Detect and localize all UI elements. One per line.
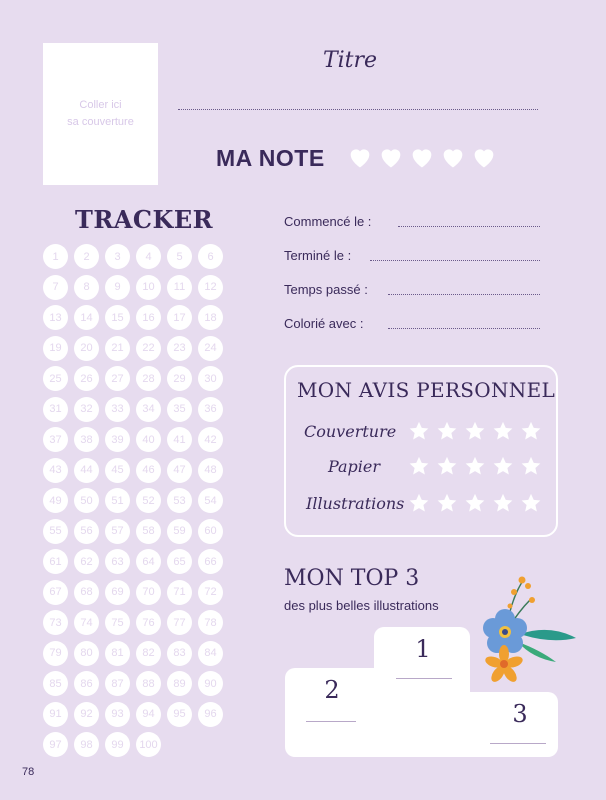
tracker-cell[interactable]: 5 [167, 244, 192, 269]
tracker-cell[interactable]: 27 [105, 366, 130, 391]
tracker-cell[interactable]: 26 [74, 366, 99, 391]
tracker-cell[interactable]: 73 [43, 610, 68, 635]
tracker-cell[interactable]: 2 [74, 244, 99, 269]
tracker-title: TRACKER [75, 205, 214, 234]
tracker-cell[interactable]: 40 [136, 427, 161, 452]
review-stars-paper[interactable] [408, 455, 542, 477]
tracker-cell[interactable]: 25 [43, 366, 68, 391]
podium-third[interactable] [440, 692, 558, 757]
tracker-cell[interactable]: 74 [74, 610, 99, 635]
tracker-cell[interactable]: 28 [136, 366, 161, 391]
tracker-cell[interactable]: 47 [167, 458, 192, 483]
star-icon[interactable] [464, 455, 486, 477]
tracker-cell[interactable]: 43 [43, 458, 68, 483]
heart-icon[interactable] [470, 143, 498, 171]
tracker-cell[interactable]: 32 [74, 397, 99, 422]
star-icon[interactable] [436, 420, 458, 442]
colored-field[interactable] [388, 328, 540, 329]
tracker-cell[interactable]: 59 [167, 519, 192, 544]
heart-icon[interactable] [408, 143, 436, 171]
star-icon[interactable] [492, 455, 514, 477]
tracker-cell[interactable]: 3 [105, 244, 130, 269]
tracker-cell[interactable]: 9 [105, 275, 130, 300]
tracker-cell[interactable]: 87 [105, 671, 130, 696]
tracker-cell[interactable]: 36 [198, 397, 223, 422]
rating-hearts[interactable] [346, 143, 498, 171]
started-label: Commencé le : [284, 214, 372, 229]
tracker-cell[interactable]: 66 [198, 549, 223, 574]
tracker-cell[interactable]: 10 [136, 275, 161, 300]
tracker-cell[interactable]: 93 [105, 702, 130, 727]
tracker-cell[interactable]: 35 [167, 397, 192, 422]
tracker-cell[interactable]: 17 [167, 305, 192, 330]
tracker-cell[interactable]: 48 [198, 458, 223, 483]
top3-title: MON TOP 3 [284, 566, 420, 591]
page-title: Titre [322, 48, 378, 73]
finished-field[interactable] [370, 260, 540, 261]
tracker-cell[interactable]: 37 [43, 427, 68, 452]
tracker-cell[interactable]: 95 [167, 702, 192, 727]
tracker-cell[interactable]: 22 [136, 336, 161, 361]
star-icon[interactable] [464, 492, 486, 514]
tracker-cell[interactable]: 19 [43, 336, 68, 361]
tracker-cell[interactable]: 70 [136, 580, 161, 605]
tracker-cell[interactable]: 76 [136, 610, 161, 635]
tracker-cell[interactable]: 82 [136, 641, 161, 666]
heart-icon[interactable] [439, 143, 467, 171]
star-icon[interactable] [464, 420, 486, 442]
rating-label: MA NOTE [216, 145, 325, 171]
tracker-cell[interactable]: 4 [136, 244, 161, 269]
tracker-cell[interactable]: 52 [136, 488, 161, 513]
tracker-cell[interactable]: 20 [74, 336, 99, 361]
heart-icon[interactable] [346, 143, 374, 171]
tracker-cell[interactable]: 61 [43, 549, 68, 574]
tracker-cell[interactable]: 30 [198, 366, 223, 391]
star-icon[interactable] [408, 420, 430, 442]
tracker-cell[interactable]: 13 [43, 305, 68, 330]
tracker-cell[interactable]: 55 [43, 519, 68, 544]
tracker-cell[interactable]: 97 [43, 732, 68, 757]
star-icon[interactable] [492, 420, 514, 442]
star-icon[interactable] [520, 492, 542, 514]
tracker-cell[interactable]: 15 [105, 305, 130, 330]
started-field[interactable] [398, 226, 540, 227]
review-label-illustrations: Illustrations [306, 494, 405, 513]
tracker-cell[interactable]: 84 [198, 641, 223, 666]
tracker-cell[interactable]: 77 [167, 610, 192, 635]
tracker-cell[interactable]: 16 [136, 305, 161, 330]
star-icon[interactable] [436, 492, 458, 514]
tracker-cell[interactable]: 58 [136, 519, 161, 544]
tracker-cell[interactable]: 50 [74, 488, 99, 513]
tracker-cell[interactable]: 64 [136, 549, 161, 574]
tracker-cell[interactable]: 49 [43, 488, 68, 513]
tracker-cell[interactable]: 14 [74, 305, 99, 330]
tracker-cell[interactable]: 21 [105, 336, 130, 361]
tracker-cell[interactable]: 71 [167, 580, 192, 605]
podium-third-number: 3 [512, 700, 528, 728]
tracker-cell[interactable]: 1 [43, 244, 68, 269]
heart-icon[interactable] [377, 143, 405, 171]
review-label-cover: Couverture [304, 422, 397, 441]
cover-text-line2: sa couverture [67, 116, 134, 128]
tracker-cell[interactable]: 79 [43, 641, 68, 666]
tracker-cell[interactable]: 68 [74, 580, 99, 605]
tracker-cell[interactable]: 69 [105, 580, 130, 605]
review-title: MON AVIS PERSONNEL [297, 378, 556, 402]
title-line[interactable] [178, 109, 538, 110]
tracker-cell[interactable]: 11 [167, 275, 192, 300]
colored-label: Colorié avec : [284, 316, 364, 331]
tracker-cell[interactable]: 42 [198, 427, 223, 452]
tracker-cell[interactable]: 88 [136, 671, 161, 696]
review-stars-illustrations[interactable] [408, 492, 542, 514]
tracker-cell[interactable]: 54 [198, 488, 223, 513]
star-icon[interactable] [408, 455, 430, 477]
time-field[interactable] [388, 294, 540, 295]
tracker-cell[interactable]: 72 [198, 580, 223, 605]
star-icon[interactable] [520, 455, 542, 477]
tracker-cell[interactable]: 44 [74, 458, 99, 483]
star-icon[interactable] [436, 455, 458, 477]
review-label-paper: Papier [327, 457, 380, 476]
time-label: Temps passé : [284, 282, 368, 297]
tracker-cell[interactable]: 7 [43, 275, 68, 300]
tracker-cell[interactable]: 38 [74, 427, 99, 452]
tracker-cell[interactable]: 57 [105, 519, 130, 544]
cover-text-line1: Coller ici [79, 99, 122, 111]
tracker-cell[interactable]: 94 [136, 702, 161, 727]
podium-second-number: 2 [324, 676, 340, 704]
tracker-cell[interactable]: 75 [105, 610, 130, 635]
tracker-cell[interactable]: 81 [105, 641, 130, 666]
star-icon[interactable] [408, 492, 430, 514]
star-icon[interactable] [520, 420, 542, 442]
podium-third-line[interactable] [490, 743, 546, 744]
tracker-cell[interactable]: 91 [43, 702, 68, 727]
tracker-cell[interactable]: 29 [167, 366, 192, 391]
review-stars-cover[interactable] [408, 420, 542, 442]
tracker-cell[interactable]: 78 [198, 610, 223, 635]
tracker-cell[interactable]: 98 [74, 732, 99, 757]
tracker-cell[interactable]: 23 [167, 336, 192, 361]
tracker-cell[interactable]: 60 [198, 519, 223, 544]
tracker-cell[interactable]: 39 [105, 427, 130, 452]
tracker-cell[interactable]: 18 [198, 305, 223, 330]
tracker-cell[interactable]: 100 [136, 732, 161, 757]
tracker-cell[interactable]: 31 [43, 397, 68, 422]
top3-subtitle: des plus belles illustrations [284, 598, 439, 613]
tracker-cell[interactable]: 41 [167, 427, 192, 452]
tracker-cell[interactable]: 53 [167, 488, 192, 513]
tracker-cell[interactable]: 63 [105, 549, 130, 574]
tracker-cell[interactable]: 46 [136, 458, 161, 483]
tracker-cell[interactable]: 99 [105, 732, 130, 757]
star-icon[interactable] [492, 492, 514, 514]
podium-first-line[interactable] [396, 678, 452, 679]
tracker-cell[interactable]: 6 [198, 244, 223, 269]
tracker-cell[interactable]: 51 [105, 488, 130, 513]
tracker-cell[interactable]: 62 [74, 549, 99, 574]
tracker-cell[interactable]: 80 [74, 641, 99, 666]
flower-decoration-icon [470, 572, 582, 687]
tracker-cell[interactable]: 83 [167, 641, 192, 666]
podium-second-line[interactable] [306, 721, 356, 722]
tracker-cell[interactable]: 92 [74, 702, 99, 727]
tracker-cell[interactable]: 90 [198, 671, 223, 696]
tracker-cell[interactable]: 34 [136, 397, 161, 422]
page-number: 78 [22, 766, 35, 778]
tracker-grid [43, 244, 227, 757]
tracker-cell[interactable]: 89 [167, 671, 192, 696]
tracker-cell[interactable]: 8 [74, 275, 99, 300]
tracker-cell[interactable]: 96 [198, 702, 223, 727]
tracker-cell[interactable]: 56 [74, 519, 99, 544]
tracker-cell[interactable]: 24 [198, 336, 223, 361]
tracker-cell[interactable]: 86 [74, 671, 99, 696]
cover-placeholder[interactable] [43, 43, 158, 185]
tracker-cell[interactable]: 12 [198, 275, 223, 300]
tracker-cell[interactable]: 85 [43, 671, 68, 696]
tracker-cell[interactable]: 67 [43, 580, 68, 605]
tracker-cell[interactable]: 45 [105, 458, 130, 483]
tracker-cell[interactable]: 33 [105, 397, 130, 422]
podium-first-number: 1 [415, 635, 431, 663]
tracker-cell[interactable]: 65 [167, 549, 192, 574]
finished-label: Terminé le : [284, 248, 352, 263]
